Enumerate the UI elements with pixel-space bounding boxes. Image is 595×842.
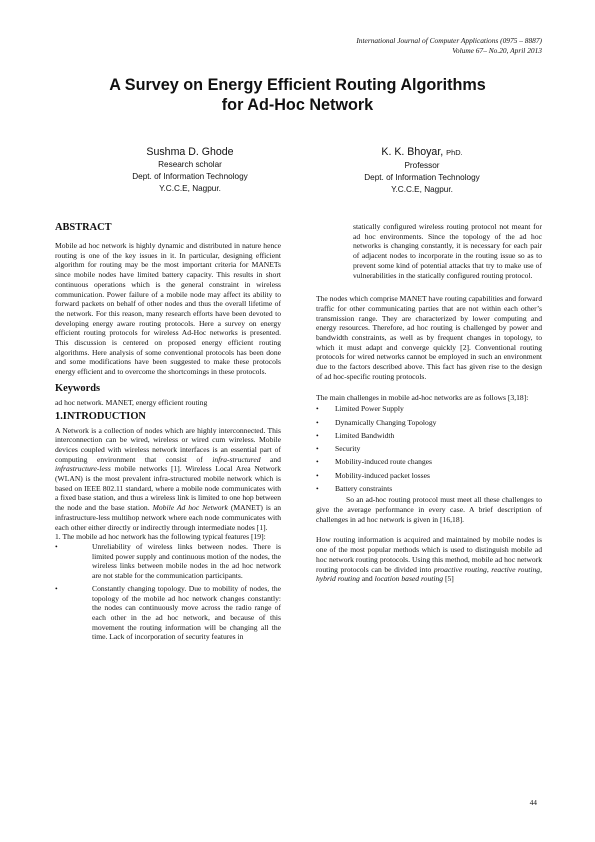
journal-name: International Journal of Computer Applications (0975 – 8887) [356,36,542,45]
left-column [55,222,281,645]
journal-header [356,36,542,56]
routing-paragraph: How routing information is acquired and maintained by mobile nodes is one of the most popular methods which is used to distinguish mobile ad hoc network routing protocols. Using this method, mobile ad hoc network routing protocols can be divided into proactive routing, reactive routing, hybrid routing and location based routing [5] [316,535,542,584]
abstract-heading: ABSTRACT [55,222,112,233]
right-column [316,222,542,584]
abstract-text: Mobile ad hoc network is highly dynamic and distributed in nature hence routing is one of the key issues in it. In particular, designing efficient algorithm for routing may be the most important criteria for MANETs since mobile nodes have limited battery capacity. This results in short continuous operations which is the general constraint in wireless communication. Power failure of a mobile node may affect its ability to forward packets on behalf of other nodes and thus the overall lifetime of the network. For this reason, many research efforts have been devoted to developing energy aware routing protocols. Here a survey on energy efficient routing protocols for wireless Ad-Hoc networks is presented. This discussion is centered on proposed energy efficient routing algorithms. Here analysis of some conventional protocols has been done and some modifications have been suggested to make these protocols energy efficient and to overcome the shortcomings in these protocols. [55,241,281,377]
author-dept: Dept. of Information Technology [364,173,480,182]
keywords-text: ad hoc network. MANET, energy efficient routing [55,397,208,407]
challenges-intro: The main challenges in mobile ad-hoc networks are as follows [3,18]: [316,392,529,402]
list-item: • Security [316,442,542,455]
page-number: 44 [529,798,537,807]
intro-paragraph: A Network is a collection of nodes which are highly interconnected. This interconnection can be wired, wireless or wired cum wireless. Mobile devices coupled with wireless network interfaces is an essential part of computing environment that consist of infra-structured and infrastructure-less mobile networks [1]. Wireless Local Area Network (WLAN) is the most prevalent infra-structured mobile network which is based on IEEE 802.11 standard, where a mobile node communicates with a fixed base station, and thus a wireless link is limited to one hop between the node and the base station. Mobile Ad hoc Network (MANET) is an infrastructure-less multihop network where each node communicates with each other either directly or indirectly through intermediate nodes [1]. [55,425,281,532]
title-line-1: A Survey on Energy Efficient Routing Algorithms [109,76,486,94]
bullet-icon: • [55,541,58,551]
paper-title [0,75,595,115]
author-name: K. K. Bhoyar, PhD. [381,146,463,158]
challenges-list [316,402,542,495]
author-institute: Y.C.C.E, Nagpur. [159,184,221,193]
list-item: • Dynamically Changing Topology [316,416,542,429]
author-name: Sushma D. Ghode [146,146,234,158]
list-item: • Limited Bandwidth [316,429,542,442]
author-role: Professor [404,161,440,170]
list-item: • Constantly changing topology. Due to mobility of nodes, the topology of the mobile ad hoc network changes constantly: the nodes can continuously move across the radio range of each other in the ad hoc network, and because of this movement the routing information will be changing all the time. Lack of incorporation of security features in [55,583,281,642]
bullet-icon: • [316,404,319,414]
bullet-icon: • [316,430,319,440]
author-role: Research scholar [158,160,222,169]
bullet-icon: • [316,457,319,467]
author-institute: Y.C.C.E, Nagpur. [391,185,453,194]
author-block-2 [302,145,542,196]
bullet-icon: • [316,417,319,427]
author-block-1 [70,145,310,195]
feature-continuation: statically configured wireless routing protocol not meant for ad hoc environments. Since the topology of the ad hoc networks is changing constantly, it is necessary for each pair of adjacent nodes to incorporate in the routing issue so as to prevent some kind of potential attacks that try to make use of vulnerabilities in the statically configured routing protocol. [353,222,542,280]
author-dept: Dept. of Information Technology [132,172,248,181]
challenges-summary: So an ad-hoc routing protocol must meet all these challenges to give the average performance in every case. A brief description of challenges in ad hoc network is given in [16,18]. [316,495,542,524]
bullet-icon: • [316,484,319,494]
bullet-icon: • [316,470,319,480]
bullet-icon: • [316,444,319,454]
keywords-heading: Keywords [55,382,101,394]
author-degree: PhD. [446,148,463,157]
list-item: • Limited Power Supply [316,402,542,415]
list-item: • Battery constraints [316,482,542,495]
title-line-2: for Ad-Hoc Network [221,96,374,114]
features-intro: 1. The mobile ad hoc network has the following typical features [19]: [55,532,266,542]
list-item: • Mobility-induced packet losses [316,469,542,482]
bullet-icon: • [55,583,58,593]
features-list [55,542,281,642]
introduction-heading: 1.INTRODUCTION [55,410,146,422]
nodes-paragraph: The nodes which comprise MANET have routing capabilities and forward traffic for other communicating parties that are not within each other’s transmission range. They are characterized by lower computing and energy resources. Therefore, ad hoc routing is challenged by power and bandwidth constraints, as well as by frequent changes in topology, to which it must adapt and converge quickly [2]. Conventional routing protocols for wired networks cannot be employed in such an environment due to the factors described above. This fact has given rise to the design of ad hoc-specific routing protocols. [316,294,542,381]
journal-volume: Volume 67– No.20, April 2013 [452,46,542,55]
list-item: • Mobility-induced route changes [316,455,542,468]
list-item: • Unreliability of wireless links between nodes. There is limited power supply and continuous motion of the nodes, the wireless links between mobile nodes in the ad hoc network are not stable for the communication participants. [55,541,281,581]
